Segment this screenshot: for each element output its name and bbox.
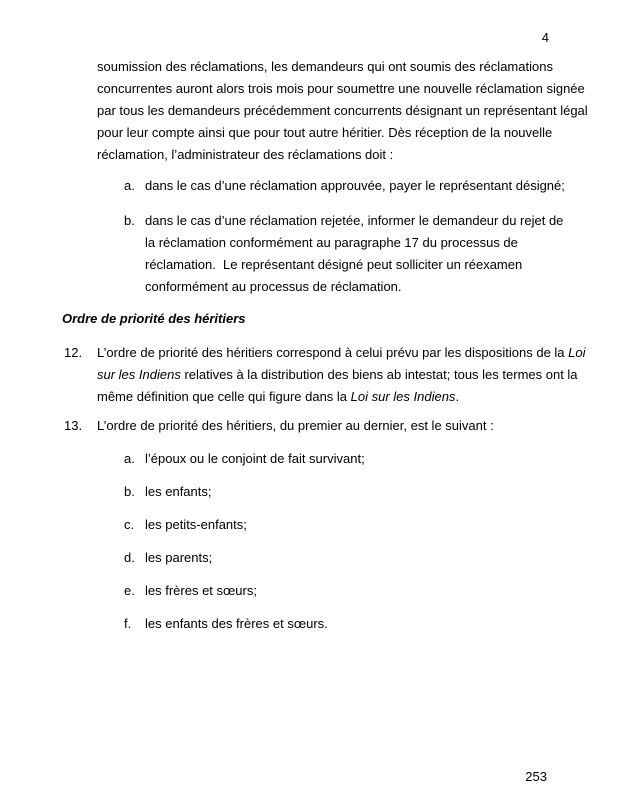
heir-item-text: l’époux ou le conjoint de fait survivant;	[145, 451, 365, 466]
numbered-item-marker: 12.	[64, 345, 83, 360]
heir-item-text: les frères et sœurs;	[145, 583, 257, 598]
heir-item	[124, 580, 605, 602]
heir-item-marker: e.	[124, 583, 135, 598]
heir-item-marker: c.	[124, 517, 135, 532]
heir-item-marker: f.	[124, 616, 132, 631]
numbered-items-list	[0, 342, 623, 437]
heir-item-text: les parents;	[145, 550, 213, 565]
numbered-item-marker: 13.	[64, 418, 83, 433]
heir-item	[124, 613, 605, 635]
claim-outcome-item-text: dans le cas d’une réclamation rejetée, informer le demandeur du rejet de la réclamation conformément au paragraphe 17 du processus de réclamation. Le représentant désigné peut solliciter un réexamen conformément au processus de réclamation.	[145, 213, 564, 294]
claim-outcomes-list	[0, 175, 623, 298]
heir-item-marker: d.	[124, 550, 135, 565]
numbered-item	[64, 342, 586, 408]
claim-outcome-item	[124, 210, 575, 298]
numbered-item-text: L’ordre de priorité des héritiers, du premier au dernier, est le suivant :	[97, 418, 494, 433]
section-heading: Ordre de priorité des héritiers	[62, 311, 246, 326]
heir-item	[124, 547, 605, 569]
heir-item	[124, 481, 605, 503]
document-body	[0, 56, 623, 635]
claim-outcome-item-marker: a.	[124, 178, 135, 193]
header-page-number: 4	[541, 30, 549, 45]
claim-outcome-item-text: dans le cas d’une réclamation approuvée, payer le représentant désigné;	[145, 178, 565, 193]
intro-paragraph: soumission des réclamations, les demandeurs qui ont soumis des réclamations concurrentes auront alors trois mois pour soumettre une nouvelle réclamation signée par tous les demandeurs précédemment concurrents désignant un représentant légal pour leur compte ainsi que pour tout autre héritier. Dès réception de la nouvelle réclamation, l’administrateur des réclamations doit :	[97, 59, 588, 162]
claim-outcome-item	[124, 175, 575, 197]
heir-item-text: les enfants des frères et sœurs.	[145, 616, 328, 631]
heir-item	[124, 514, 605, 536]
heir-item-text: les petits-enfants;	[145, 517, 247, 532]
heirs-order-list	[0, 448, 623, 635]
numbered-item-text: L’ordre de priorité des héritiers correspond à celui prévu par les dispositions de la Loi sur les Indiens relatives à la distribution des biens ab intestat; tous les termes ont la même définition que celle qui figure dans la Loi sur les Indiens.	[97, 345, 586, 404]
heir-item	[124, 448, 605, 470]
heir-item-text: les enfants;	[145, 484, 212, 499]
footer-page-number: 253	[525, 769, 547, 784]
heir-item-marker: b.	[124, 484, 135, 499]
heir-item-marker: a.	[124, 451, 135, 466]
claim-outcome-item-marker: b.	[124, 213, 135, 228]
numbered-item	[64, 415, 586, 437]
